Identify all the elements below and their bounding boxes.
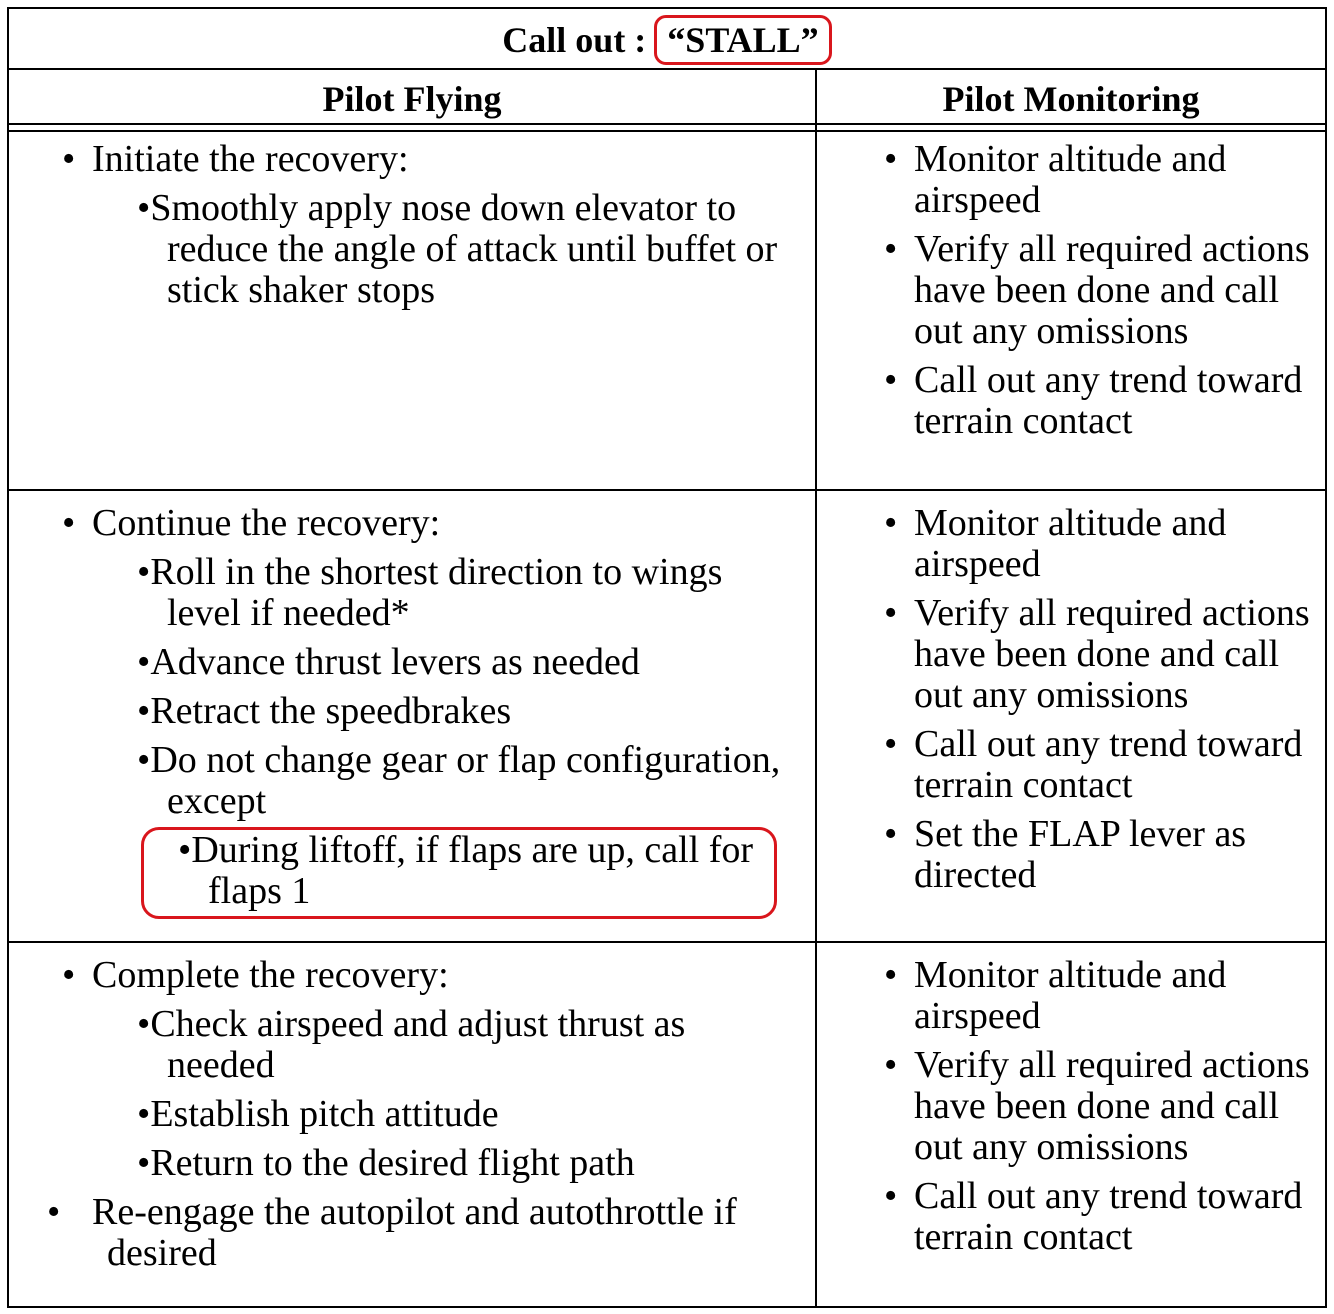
pm-step: • Monitor altitude and airspeed	[884, 954, 1227, 1037]
pm-step: • Monitor altitude and airspeed	[884, 138, 1227, 221]
row1-pilot-monitoring	[869, 139, 1319, 450]
divider	[9, 123, 1325, 125]
pf-step: • Re-engage the autopilot and autothrottle if desired	[62, 1192, 802, 1274]
pf-substep: • Check airspeed and adjust thrust as needed	[107, 1004, 802, 1086]
divider	[9, 941, 1325, 943]
pf-substep: • Advance thrust levers as needed	[107, 642, 802, 683]
pm-step: • Set the FLAP lever as directed	[884, 813, 1247, 896]
pf-step: • Continue the recovery:	[62, 503, 802, 544]
pf-substep: • Do not change gear or flap configuration, except	[107, 740, 802, 822]
pf-substep: • Roll in the shortest direction to wings level if needed*	[107, 552, 802, 634]
divider	[9, 130, 1325, 132]
pm-step: • Call out any trend toward terrain contact	[884, 1175, 1303, 1258]
row3-pilot-monitoring	[869, 955, 1319, 1266]
header-pilot-monitoring: Pilot Monitoring	[942, 79, 1200, 119]
pf-substep: • Smoothly apply nose down elevator to reduce the angle of attack until buffet or stick shaker stops	[107, 188, 802, 311]
pm-step: • Verify all required actions have been done and call out any omissions	[884, 228, 1310, 352]
pf-substep: • Return to the desired flight path	[107, 1143, 802, 1184]
pf-substep: • Establish pitch attitude	[107, 1094, 802, 1135]
column-divider	[815, 68, 817, 1306]
stall-procedure-table	[7, 7, 1327, 1308]
stall-callout-highlight: “STALL”	[654, 15, 831, 65]
row1-pilot-flying	[62, 139, 802, 311]
divider	[9, 489, 1325, 491]
pm-step: • Verify all required actions have been done and call out any omissions	[884, 592, 1310, 716]
callout-label: Call out :	[502, 19, 647, 60]
pm-step: • Call out any trend toward terrain contact	[884, 359, 1303, 442]
pf-step: • Initiate the recovery:	[62, 139, 802, 180]
pm-step: • Monitor altitude and airspeed	[884, 502, 1227, 585]
row3-pilot-flying	[62, 955, 802, 1274]
pm-step: • Verify all required actions have been done and call out any omissions	[884, 1044, 1310, 1168]
pf-substep: • Retract the speedbrakes	[107, 691, 802, 732]
divider	[9, 68, 1325, 70]
flaps-highlight-box	[141, 827, 777, 919]
pf-subsubstep: • During liftoff, if flaps are up, call for flaps 1	[150, 830, 802, 912]
row2-pilot-monitoring	[869, 503, 1319, 904]
callout-header	[9, 9, 1325, 70]
header-pilot-flying: Pilot Flying	[322, 79, 502, 119]
pf-step: • Complete the recovery:	[62, 955, 802, 996]
pm-step: • Call out any trend toward terrain contact	[884, 723, 1303, 806]
